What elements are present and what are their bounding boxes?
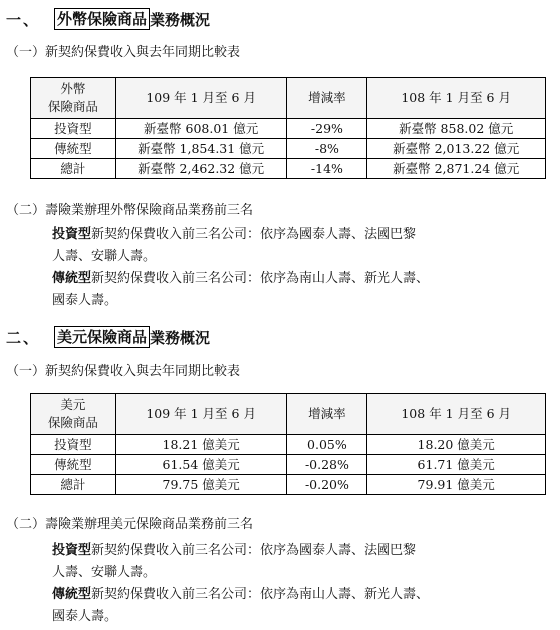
- table-row: [31, 159, 546, 179]
- paragraph-text: 新契約保費收入前三名公司：依序為南山人壽、新光人壽、: [91, 271, 430, 286]
- table-row: [31, 139, 546, 159]
- table-cell: 61.54 億美元: [115, 455, 287, 475]
- table-header-change: 增減率: [287, 394, 367, 435]
- subsection-heading: （一）新契約保費收入與去年同期比較表: [6, 45, 241, 60]
- table-cell: 79.75 億美元: [115, 475, 287, 495]
- table-cell: 投資型: [31, 435, 116, 455]
- table-row: [31, 119, 546, 139]
- keyword: 傳統型: [52, 271, 92, 286]
- section-title-boxed: 外幣保險商品: [54, 8, 150, 30]
- table-header-current: 109 年 1 月至 6 月: [115, 78, 287, 119]
- table-row: [31, 475, 546, 495]
- section-1-heading: [6, 8, 210, 30]
- paragraph-text: 國泰人壽。: [52, 293, 118, 308]
- table-cell: -14%: [287, 159, 367, 179]
- table-cell: 總計: [31, 475, 116, 495]
- usd-table: [30, 393, 546, 495]
- keyword: 傳統型: [52, 587, 92, 602]
- table-cell: -29%: [287, 119, 367, 139]
- section-title-rest: 業務概況: [150, 328, 211, 347]
- table-cell: 傳統型: [31, 455, 116, 475]
- paragraph-traditional: [52, 584, 532, 628]
- paragraph-text: 新契約保費收入前三名公司：依序為國泰人壽、法國巴黎: [91, 227, 417, 242]
- section-2-heading: [6, 326, 210, 348]
- table-cell: 新臺幣 608.01 億元: [115, 119, 287, 139]
- table-cell: 投資型: [31, 119, 116, 139]
- table-header-category: 外幣 保險商品: [31, 78, 116, 119]
- table-cell: 新臺幣 2,013.22 億元: [367, 139, 546, 159]
- table-header-current: 109 年 1 月至 6 月: [115, 394, 287, 435]
- table-cell: 新臺幣 1,854.31 億元: [115, 139, 287, 159]
- paragraph-investment: [52, 540, 532, 584]
- paragraph-text: 人壽、安聯人壽。: [52, 565, 157, 580]
- section-number: 一、: [6, 10, 41, 29]
- table-cell: 新臺幣 858.02 億元: [367, 119, 546, 139]
- table-cell: -8%: [287, 139, 367, 159]
- table-cell: -0.28%: [287, 455, 367, 475]
- table-cell: 總計: [31, 159, 116, 179]
- table-header-previous: 108 年 1 月至 6 月: [367, 394, 546, 435]
- table-cell: 18.21 億美元: [115, 435, 287, 455]
- section-title-boxed: 美元保險商品: [54, 326, 150, 348]
- table-cell: 新臺幣 2,871.24 億元: [367, 159, 546, 179]
- table-cell: 79.91 億美元: [367, 475, 546, 495]
- paragraph-text: 新契約保費收入前三名公司：依序為國泰人壽、法國巴黎: [91, 543, 417, 558]
- table-cell: 0.05%: [287, 435, 367, 455]
- table-header-change: 增減率: [287, 78, 367, 119]
- table-row: [31, 435, 546, 455]
- table-row: [31, 455, 546, 475]
- table-cell: -0.20%: [287, 475, 367, 495]
- table-cell: 傳統型: [31, 139, 116, 159]
- foreign-currency-table: [30, 77, 546, 179]
- section-title-rest: 業務概況: [150, 10, 211, 29]
- paragraph-text: 新契約保費收入前三名公司：依序為南山人壽、新光人壽、: [91, 587, 430, 602]
- table-header-category: 美元 保險商品: [31, 394, 116, 435]
- paragraph-text: 人壽、安聯人壽。: [52, 249, 157, 264]
- paragraph-investment: [52, 224, 532, 268]
- section-number: 二、: [6, 328, 41, 347]
- subsection-heading: （二）壽險業辦理外幣保險商品業務前三名: [6, 203, 254, 218]
- table-cell: 61.71 億美元: [367, 455, 546, 475]
- keyword: 投資型: [52, 227, 92, 242]
- paragraph-text: 國泰人壽。: [52, 609, 118, 624]
- table-header-previous: 108 年 1 月至 6 月: [367, 78, 546, 119]
- subsection-heading: （二）壽險業辦理美元保險商品業務前三名: [6, 517, 254, 532]
- keyword: 投資型: [52, 543, 92, 558]
- table-cell: 18.20 億美元: [367, 435, 546, 455]
- table-cell: 新臺幣 2,462.32 億元: [115, 159, 287, 179]
- paragraph-traditional: [52, 268, 532, 312]
- subsection-heading: （一）新契約保費收入與去年同期比較表: [6, 364, 241, 379]
